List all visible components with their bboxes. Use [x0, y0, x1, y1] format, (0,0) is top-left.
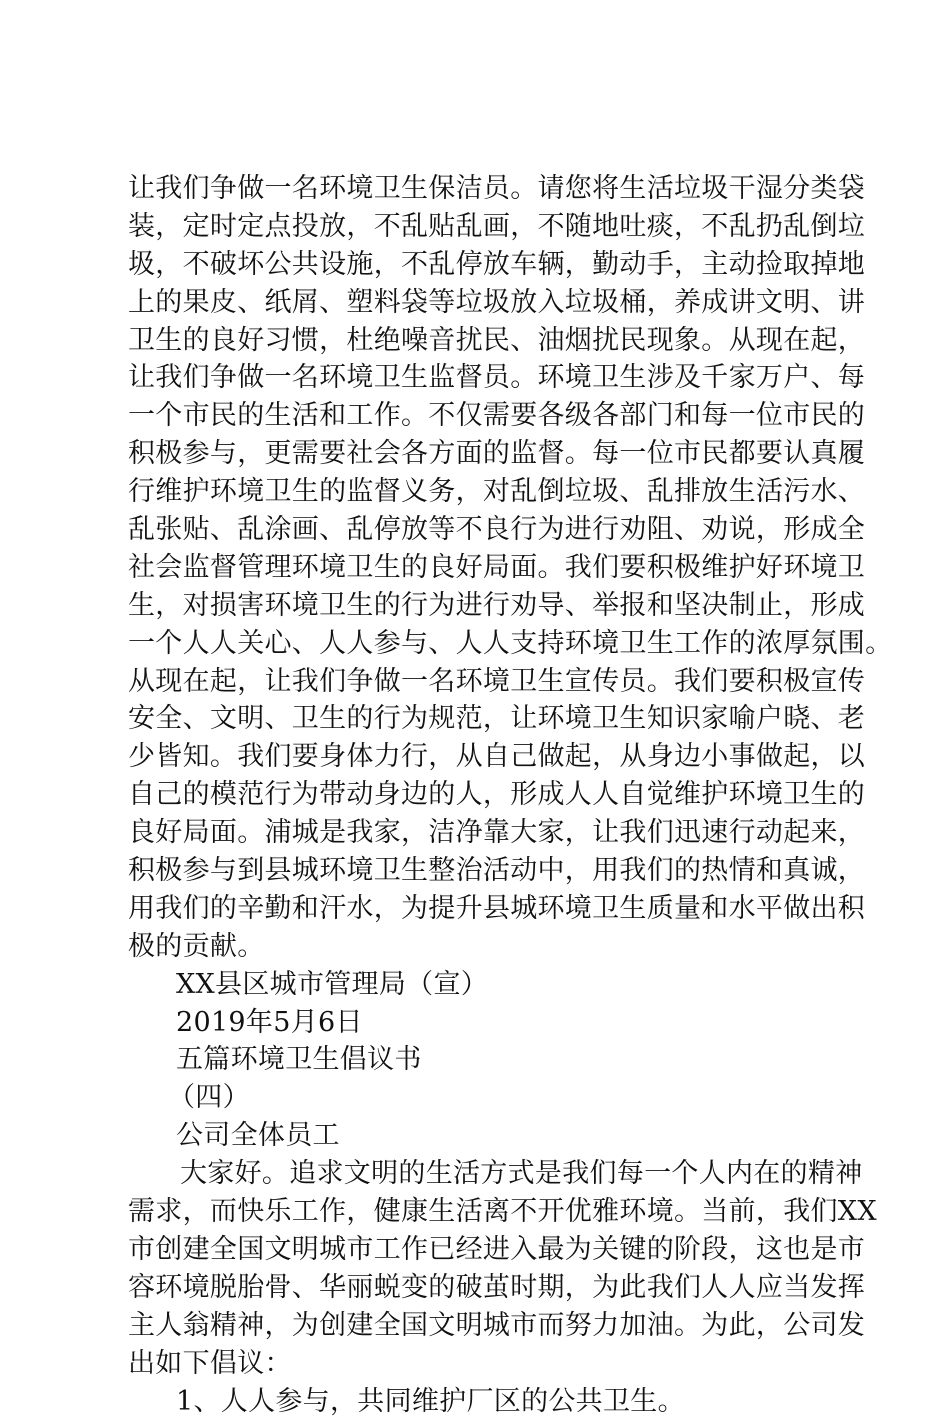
- text-line: 积极参与到县城环境卫生整治活动中，用我们的热情和真诚，: [128, 852, 838, 890]
- text-line: 卫生的良好习惯，杜绝噪音扰民、油烟扰民现象。从现在起，: [128, 322, 838, 360]
- paragraph-line: 大家好。追求文明的生活方式是我们每一个人内在的精神: [128, 1155, 838, 1193]
- proposal-item: 1、人人参与，共同维护厂区的公共卫生。: [128, 1383, 838, 1420]
- text-line: 上的果皮、纸屑、塑料袋等垃圾放入垃圾桶，养成讲文明、讲: [128, 284, 838, 322]
- paragraph-line: 容环境脱胎骨、华丽蜕变的破茧时期，为此我们人人应当发挥: [128, 1269, 838, 1307]
- text-line: 行维护环境卫生的监督义务，对乱倒垃圾、乱排放生活污水、: [128, 473, 838, 511]
- text-line: 安全、文明、卫生的行为规范，让环境卫生知识家喻户晓、老: [128, 700, 838, 738]
- paragraph-line: 市创建全国文明城市工作已经进入最为关键的阶段，这也是市: [128, 1231, 838, 1269]
- text-line: 少皆知。我们要身体力行，从自己做起，从身边小事做起，以: [128, 738, 838, 776]
- section-number: （四）: [128, 1079, 838, 1117]
- text-line: 装，定时定点投放，不乱贴乱画，不随地吐痰，不乱扔乱倒垃: [128, 208, 838, 246]
- text-line: 生，对损害环境卫生的行为进行劝导、举报和坚决制止，形成: [128, 587, 838, 625]
- section-title: 五篇环境卫生倡议书: [128, 1041, 838, 1079]
- addressee: 公司全体员工: [128, 1117, 838, 1155]
- signature-org: XX县区城市管理局（宣）: [128, 966, 838, 1004]
- paragraph-line: 出如下倡议：: [128, 1345, 838, 1383]
- text-line: 圾，不破坏公共设施，不乱停放车辆，勤动手，主动捡取掉地: [128, 246, 838, 284]
- text-line: 乱张贴、乱涂画、乱停放等不良行为进行劝阻、劝说，形成全: [128, 511, 838, 549]
- paragraph-line: 主人翁精神，为创建全国文明城市而努力加油。为此，公司发: [128, 1307, 838, 1345]
- text-line: 自己的模范行为带动身边的人，形成人人自觉维护环境卫生的: [128, 776, 838, 814]
- document-body: [128, 170, 838, 1420]
- text-line: 从现在起，让我们争做一名环境卫生宣传员。我们要积极宣传: [128, 663, 838, 701]
- text-line: 让我们争做一名环境卫生保洁员。请您将生活垃圾干湿分类袋: [128, 170, 838, 208]
- text-line: 用我们的辛勤和汗水，为提升县城环境卫生质量和水平做出积: [128, 890, 838, 928]
- text-line: 一个市民的生活和工作。不仅需要各级各部门和每一位市民的: [128, 397, 838, 435]
- text-line: 极的贡献。: [128, 928, 838, 966]
- paragraph-line: 需求，而快乐工作，健康生活离不开优雅环境。当前，我们XX: [128, 1193, 838, 1231]
- text-line: 良好局面。浦城是我家，洁净靠大家，让我们迅速行动起来，: [128, 814, 838, 852]
- signature-date: 2019年5月6日: [128, 1004, 838, 1042]
- text-line: 一个人人关心、人人参与、人人支持环境卫生工作的浓厚氛围。: [128, 625, 838, 663]
- text-line: 社会监督管理环境卫生的良好局面。我们要积极维护好环境卫: [128, 549, 838, 587]
- text-line: 积极参与，更需要社会各方面的监督。每一位市民都要认真履: [128, 435, 838, 473]
- text-line: 让我们争做一名环境卫生监督员。环境卫生涉及千家万户、每: [128, 359, 838, 397]
